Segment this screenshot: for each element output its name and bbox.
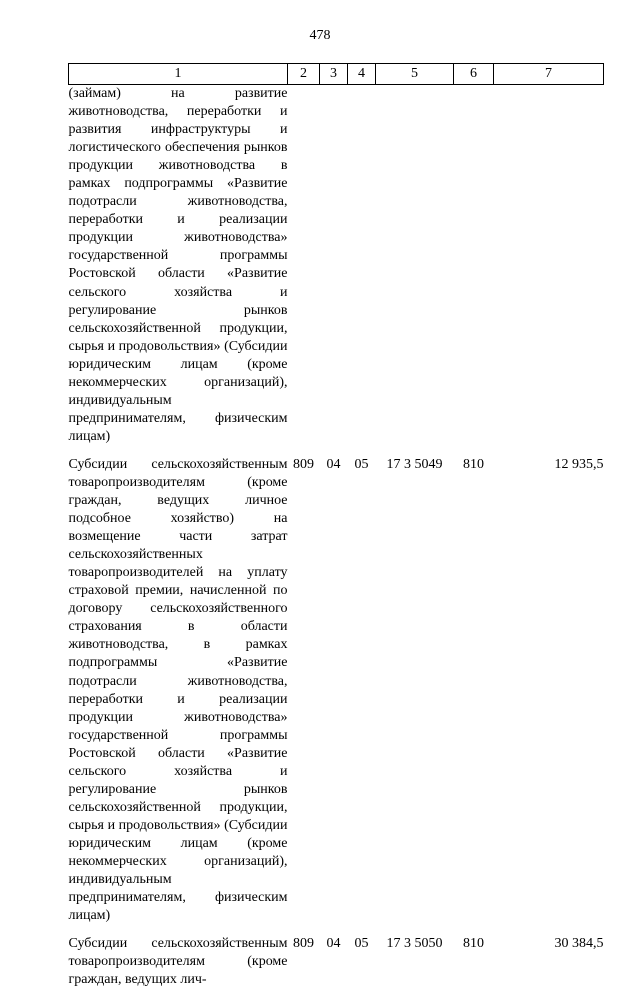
column-header-2: 2 xyxy=(288,64,320,85)
ministry-code: 809 xyxy=(293,936,314,952)
expense-type-code xyxy=(454,85,494,446)
column-header-7: 7 xyxy=(494,64,604,85)
row-description: Субсидии сельскохозяйственным товаропроизводителям (кроме граждан, ведущих лич- xyxy=(68,936,288,988)
row-description: Субсидии сельскохозяйственным товаропроизводителям (кроме граждан, ведущих личное подсобное хозяйство) на возмещение части затрат сельскохозяйственных товаропроизводителей на уплату страховой премии, начисленной по договору сельскохозяйственного страхования в области животноводства, в рамках подпрограммы «Развитие подотрасли животноводства, переработки и реализации продукции животноводства» государственной программы Ростовской области «Развитие сельского хозяйства и регулирование рынков сельскохозяйственной продукции, сырья и продовольствия» (Субсидии юридическим лицам (кроме некоммерческих организаций), индивидуальным предпринимателям, физическим лицам) xyxy=(68,456,288,924)
expense-type-code: 810 xyxy=(463,456,484,472)
ministry-code: 809 xyxy=(293,456,314,472)
target-article-code: 17 3 5049 xyxy=(386,456,443,472)
table-row xyxy=(69,456,604,925)
target-article-code: 17 3 5050 xyxy=(386,936,443,952)
expense-type-code: 810 xyxy=(463,936,484,952)
section-code xyxy=(320,85,348,446)
page-number: 478 xyxy=(309,28,331,43)
table-row xyxy=(69,935,604,989)
column-header-1: 1 xyxy=(69,64,288,85)
amount: 30 384,5 xyxy=(554,936,604,952)
subsection-code: 05 xyxy=(354,456,369,472)
amount xyxy=(494,85,604,446)
ministry-code xyxy=(288,85,320,446)
row-spacer xyxy=(69,925,604,935)
column-header-3: 3 xyxy=(320,64,348,85)
column-header-6: 6 xyxy=(454,64,494,85)
column-header-5: 5 xyxy=(376,64,454,85)
subsection-code xyxy=(348,85,376,446)
section-code: 04 xyxy=(326,456,341,472)
target-article-code xyxy=(376,85,454,446)
budget-table xyxy=(68,63,604,989)
table-row xyxy=(69,85,604,446)
row-description: (займам) на развитие животноводства, переработки и развития инфраструктуры и логистического обеспечения рынков продукции животноводства в рамках подпрограммы «Развитие подотрасли животноводства, переработки и реализации продукции животноводства» государственной программы Ростовской области «Развитие сельского хозяйства и регулирование рынков сельскохозяйственной продукции, сырья и продовольствия» (Субсидии юридическим лицам (кроме некоммерческих организаций), индивидуальным предпринимателям, физическим лицам) xyxy=(68,86,288,444)
column-header-4: 4 xyxy=(348,64,376,85)
amount: 12 935,5 xyxy=(554,456,604,472)
header-row xyxy=(69,64,604,85)
row-spacer xyxy=(69,446,604,456)
subsection-code: 05 xyxy=(354,936,369,952)
section-code: 04 xyxy=(326,936,341,952)
